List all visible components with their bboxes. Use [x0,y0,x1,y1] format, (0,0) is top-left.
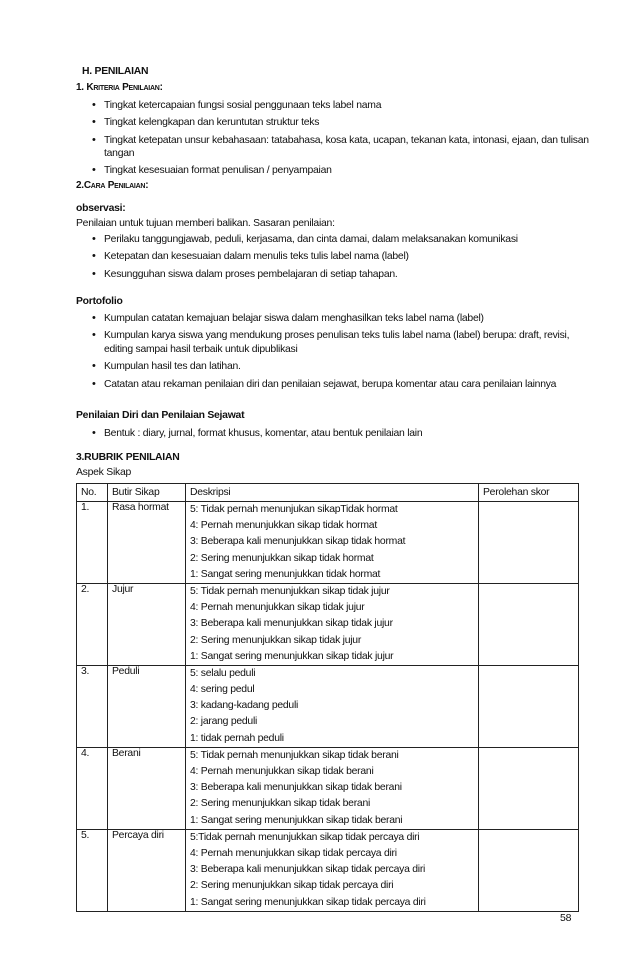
deskripsi-line: 4: Pernah menunjukkan sikap tidak jujur [190,602,365,614]
cell-skor [479,665,579,747]
page-number: 58 [560,912,572,924]
cell-no: 3. [77,665,108,747]
cell-butir: Percaya diri [108,829,186,911]
header-perolehan-skor: Perolehan skor [479,484,579,502]
deskripsi-line: 1: Sangat sering menunjukkan sikap tidak percaya diri [190,896,426,908]
table-row [77,583,579,665]
list-item: • Tingkat kelengkapan dan keruntutan struktur teks [76,116,596,129]
cell-deskripsi [186,502,479,584]
cell-deskripsi [186,665,479,747]
deskripsi-line: 1: Sangat sering menunjukkan sikap tidak berani [190,814,403,826]
deskripsi-line: 2: jarang peduli [190,716,258,728]
header-deskripsi: Deskripsi [186,484,479,502]
deskripsi-line: 3: Beberapa kali menunjukkan sikap tidak jujur [190,618,393,630]
table-row [77,502,579,584]
list-item: • Bentuk : diary, jurnal, format khusus, komentar, atau bentuk penilaian lain [76,427,596,440]
section-heading: H. PENILAIAN [82,66,149,77]
list-item: • Tingkat ketercapaian fungsi sosial penggunaan teks label nama [76,99,596,112]
cell-no: 2. [77,583,108,665]
kriteria-list [76,99,596,181]
list-item: • Tingkat kesesuaian format penulisan / penyampaian [76,164,596,177]
cell-deskripsi [186,583,479,665]
list-item: • Ketepatan dan kesesuaian dalam menulis teks tulis label nama (label) [76,250,596,263]
portofolio-list [76,312,596,395]
rubrik-table [76,483,579,912]
cell-no: 1. [77,502,108,584]
deskripsi-line: 5: Tidak pernah menunjukkan sikap tidak jujur [190,585,390,597]
cell-deskripsi [186,829,479,911]
deskripsi-line: 2: Sering menunjukkan sikap tidak jujur [190,634,362,646]
list-item: • Kesungguhan siswa dalam proses pembelajaran di setiap tahapan. [76,268,596,281]
table-row [77,747,579,829]
list-item: • Catatan atau rekaman penilaian diri dan penilaian sejawat, berupa komentar atau cara penilaian lainnya [76,378,596,391]
rubrik-title: 3.RUBRIK PENILAIAN [76,452,180,463]
deskripsi-line: 3: Beberapa kali menunjukkan sikap tidak hormat [190,536,406,548]
deskripsi-line: 4: Pernah menunjukkan sikap tidak berani [190,766,374,777]
deskripsi-line: 5: Tidak pernah menunjukkan sikap tidak berani [190,749,399,761]
list-item: • Perilaku tanggungjawab, peduli, kerjasama, dan cinta damai, dalam melaksanakan komunikasi [76,233,596,246]
deskripsi-line: 5: Tidak pernah menunjukan sikapTidak hormat [190,504,398,515]
kriteria-title: 1. Kriteria Penilaian: [76,82,163,93]
cell-deskripsi [186,747,479,829]
cell-butir: Rasa hormat [108,502,186,584]
cell-no: 4. [77,747,108,829]
deskripsi-line: 1: tidak pernah peduli [190,732,284,744]
table-row [77,665,579,747]
observasi-title: observasi: [76,203,126,214]
cell-skor [479,502,579,584]
header-butir-sikap: Butir Sikap [108,484,186,502]
list-item: • Tingkat ketepatan unsur kebahasaan: tatabahasa, kosa kata, ucapan, tekanan kata, intonasi, ejaan, dan tulisan tangan [76,134,596,161]
deskripsi-line: 3: Beberapa kali menunjukkan sikap tidak percaya diri [190,864,426,876]
deskripsi-line: 5:Tidak pernah menunjukkan sikap tidak percaya diri [190,831,420,843]
penilaian-diri-title: Penilaian Diri dan Penilaian Sejawat [76,410,245,421]
deskripsi-line: 1: Sangat sering menunjukkan tidak hormat [190,568,381,580]
deskripsi-line: 4: Pernah menunjukkan sikap tidak hormat [190,520,377,532]
list-item: • Kumpulan hasil tes dan latihan. [76,360,596,373]
header-no: No. [77,484,108,502]
deskripsi-line: 5: selalu peduli [190,667,256,679]
cell-butir: Peduli [108,665,186,747]
observasi-list [76,233,596,285]
deskripsi-line: 4: sering pedul [190,684,255,696]
cell-skor [479,829,579,911]
deskripsi-line: 3: kadang-kadang peduli [190,700,299,712]
deskripsi-line: 3: Beberapa kali menunjukkan sikap tidak berani [190,782,402,794]
cell-skor [479,583,579,665]
deskripsi-line: 2: Sering menunjukkan sikap tidak percaya diri [190,880,394,892]
cell-skor [479,747,579,829]
penilaian-diri-list [76,427,596,444]
table-header-row [77,484,579,502]
portofolio-title: Portofolio [76,296,123,307]
list-item: • Kumpulan catatan kemajuan belajar siswa dalam menghasilkan teks label nama (label) [76,312,596,325]
cell-no: 5. [77,829,108,911]
cell-butir: Berani [108,747,186,829]
rubrik-subtitle: Aspek Sikap [76,467,132,478]
table-row [77,829,579,911]
observasi-intro: Penilaian untuk tujuan memberi balikan. Sasaran penilaian: [76,218,335,229]
cell-butir: Jujur [108,583,186,665]
deskripsi-line: 4: Pernah menunjukkan sikap tidak percaya diri [190,847,397,859]
deskripsi-line: 1: Sangat sering menunjukkan sikap tidak jujur [190,650,394,662]
deskripsi-line: 2: Sering menunjukkan sikap tidak berani [190,798,371,810]
list-item: • Kumpulan karya siswa yang mendukung proses penulisan teks tulis label nama (label) berupa: draft, revisi, editing sampai hasil terbaik untuk dipublikasi [76,329,596,356]
deskripsi-line: 2: Sering menunjukkan sikap tidak hormat [190,552,374,564]
cara-title: 2.Cara Penilaian: [76,180,149,191]
